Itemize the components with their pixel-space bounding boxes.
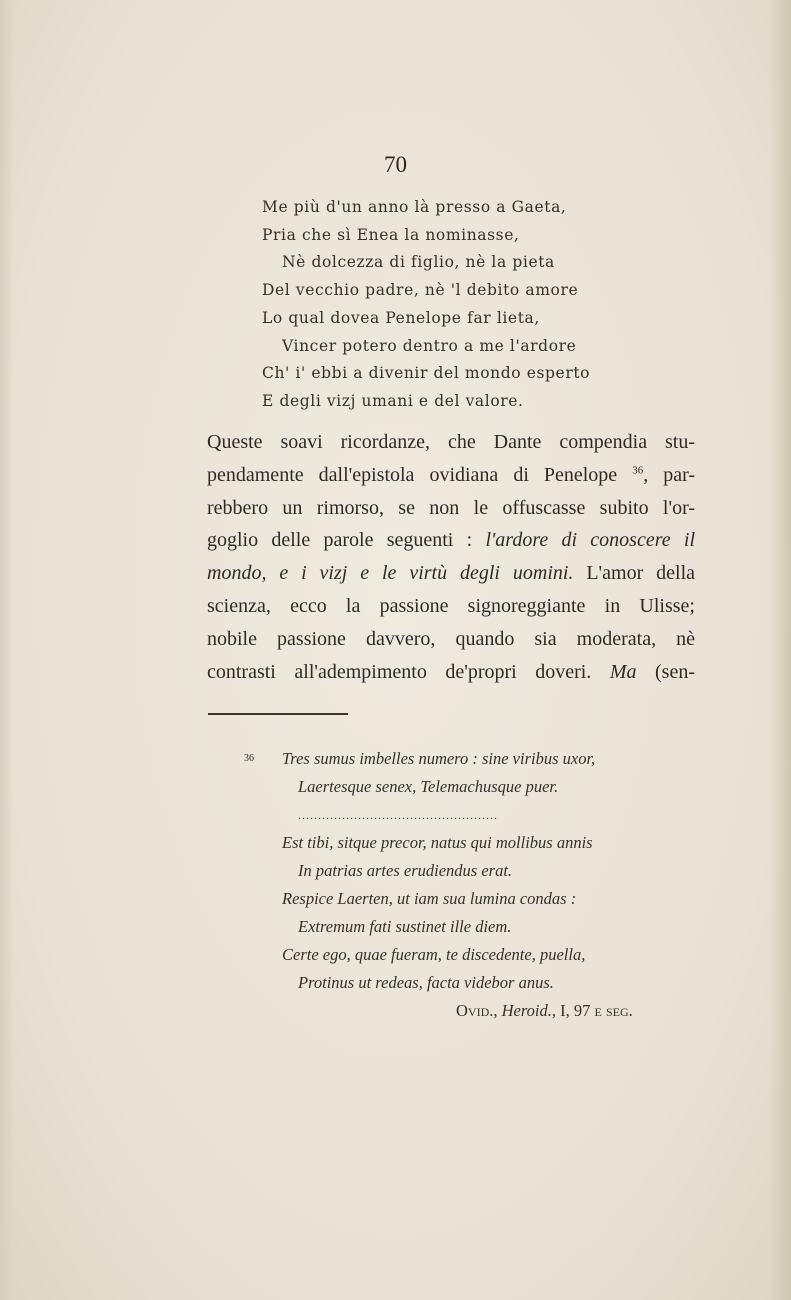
verse-line: Vincer potero dentro a me l'ardore [282, 336, 577, 355]
footnote-line: Est tibi, sitque precor, natus qui mollibus annis [282, 833, 593, 852]
paragraph-line [207, 557, 695, 590]
paragraph-line: scienza, ecco la passione signoreggiante in Ulisse; [207, 594, 695, 617]
footnote-line: Respice Laerten, ut iam sua lumina condas : [282, 889, 577, 908]
footnote-line: Tres sumus imbelles numero : sine viribus uxor, [282, 749, 596, 768]
footnote [240, 745, 690, 1025]
text-run: (sen- [636, 660, 695, 683]
italic-run: l'ardore di conoscere il [485, 529, 695, 552]
verse-quotation [262, 194, 662, 416]
text-run: , [493, 1001, 502, 1020]
text-run: goglio delle parole seguenti : [207, 529, 486, 552]
verse-line: Pria che sì Enea la nominasse, [262, 225, 520, 244]
paragraph-line [207, 656, 695, 689]
footnote-line: Certe ego, quae fueram, te discedente, puella, [282, 945, 586, 964]
verse-line: E degli vizj umani e del valore. [262, 391, 524, 410]
verse-line: Lo qual dovea Penelope far lieta, [262, 308, 540, 327]
paragraph-line: rebbero un rimorso, se non le offuscasse subito l'or- [207, 496, 695, 519]
page-edge-right [769, 0, 791, 1300]
verse-line: Del vecchio padre, nè 'l debito amore [262, 281, 579, 300]
text-run: contrasti all'adempimento de'propri doveri. [207, 660, 610, 683]
footnote-number: 36 [244, 753, 254, 764]
footnote-reference[interactable]: 36 [632, 464, 644, 477]
ellipsis-row: .................................................. [298, 808, 498, 822]
verse-line: Ch' i' ebbi a divenir del mondo esperto [262, 364, 591, 383]
citation-author: Ovid. [456, 1001, 494, 1020]
footnote-line: Extremum fati sustinet ille diem. [298, 917, 512, 936]
italic-run: mondo, e i vizj e le virtù degli uomini. [207, 562, 574, 585]
paragraph-line [207, 524, 695, 557]
paragraph-line: nobile passione davvero, quando sia moderata, nè [207, 627, 695, 650]
footnote-line: In patrias artes erudiendus erat. [298, 861, 513, 880]
body-paragraph [207, 426, 695, 688]
citation-reference: , I, 97 e seg. [551, 1001, 633, 1020]
text-run: L'amor della [573, 562, 696, 585]
citation [240, 997, 690, 1025]
text-run: pendamente dall'epistola ovidiana di Penelope [207, 463, 618, 486]
text-run: , par- [643, 463, 696, 486]
paragraph-line: Queste soavi ricordanze, che Dante compendia stu- [207, 431, 695, 453]
verse-line: Nè dolcezza di figlio, nè la pieta [282, 253, 555, 272]
verse-line: Me più d'un anno là presso a Gaeta, [262, 198, 567, 216]
italic-run: Ma [609, 660, 637, 683]
footnote-line: Protinus ut redeas, facta videbor anus. [298, 973, 554, 992]
paragraph-line [207, 459, 695, 492]
footnote-separator [208, 713, 348, 715]
page-number: 70 [384, 152, 407, 177]
citation-work: Heroid. [501, 1001, 552, 1020]
page-edge-left [0, 0, 14, 1300]
footnote-line: Laertesque senex, Telemachusque puer. [298, 777, 559, 796]
